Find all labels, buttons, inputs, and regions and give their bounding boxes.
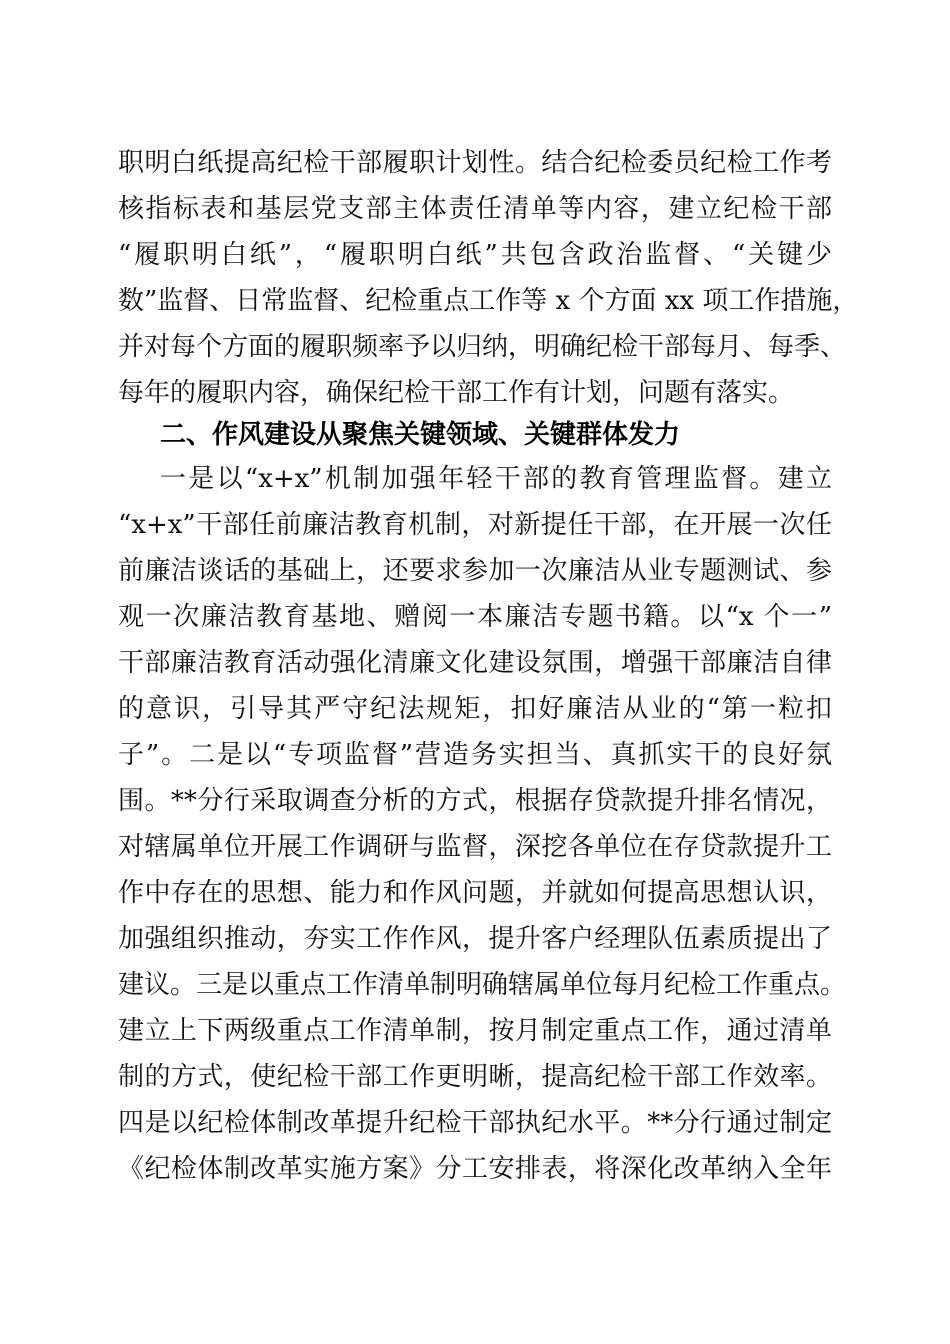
text-line: “履职明白纸”，“履职明白纸”共包含政治监督、“关键少 [118, 240, 832, 270]
text-line: 子”。二是以“专项监督”营造务实担当、真抓实干的良好氛 [118, 740, 832, 770]
text-line: 制的方式，使纪检干部工作更明晰，提高纪检干部工作效率。 [118, 1062, 832, 1092]
text-line: 加强组织推动，夯实工作作风，提升客户经理队伍素质提出了 [118, 924, 832, 954]
text-line: “x+x”干部任前廉洁教育机制，对新提任干部，在开展一次任 [118, 510, 832, 540]
text-line: 职明白纸提高纪检干部履职计划性。结合纪检委员纪检工作考 [118, 148, 832, 178]
text-line: 建立上下两级重点工作清单制，按月制定重点工作，通过清单 [118, 1016, 832, 1046]
text-line: 干部廉洁教育活动强化清廉文化建设氛围，增强干部廉洁自律 [118, 648, 832, 678]
text-line: 《纪检体制改革实施方案》分工安排表，将深化改革纳入全年 [118, 1154, 832, 1184]
text-line: 观一次廉洁教育基地、赠阅一本廉洁专题书籍。以“x 个一” [118, 602, 832, 632]
section-heading: 二、作风建设从聚焦关键领域、关键群体发力 [160, 420, 681, 450]
text-line: 前廉洁谈话的基础上，还要求参加一次廉洁从业专题测试、参 [118, 556, 832, 586]
text-line: 核指标表和基层党支部主体责任清单等内容，建立纪检干部 [118, 194, 832, 224]
text-line: 作中存在的思想、能力和作风问题，并就如何提高思想认识， [118, 878, 832, 908]
text-line: 对辖属单位开展工作调研与监督，深挖各单位在存贷款提升工 [118, 832, 832, 862]
text-line: 的意识，引导其严守纪法规矩，扣好廉洁从业的“第一粒扣 [118, 694, 832, 724]
text-line: 一是以“x+x”机制加强年轻干部的教育管理监督。建立 [160, 464, 832, 494]
text-line: 每年的履职内容，确保纪检干部工作有计划，问题有落实。 [118, 378, 795, 408]
text-line: 四是以纪检体制改革提升纪检干部执纪水平。**分行通过制定 [118, 1108, 832, 1138]
text-line: 数”监督、日常监督、纪检重点工作等 x 个方面 xx 项工作措施， [118, 286, 859, 316]
text-line: 建议。三是以重点工作清单制明确辖属单位每月纪检工作重点。 [118, 970, 847, 1000]
text-line: 围。**分行采取调查分析的方式，根据存贷款提升排名情况， [118, 786, 832, 816]
text-line: 并对每个方面的履职频率予以归纳，明确纪检干部每月、每季、 [118, 332, 847, 362]
